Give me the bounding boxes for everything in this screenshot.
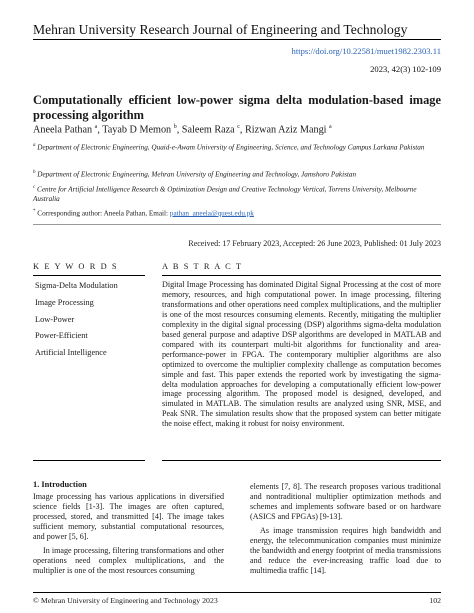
journal-title: Mehran University Research Journal of Engineering and Technology bbox=[33, 22, 408, 37]
affiliation-text: Department of Electronic Engineering, Mehran University of Engineering and Technology, Jamshoro Pakistan bbox=[37, 170, 357, 179]
keywords-heading: K E Y W O R D S bbox=[33, 262, 119, 271]
affiliation-mark: b bbox=[33, 170, 36, 175]
corresponding-mark: * bbox=[33, 209, 36, 214]
meta-divider bbox=[33, 224, 441, 225]
body-left-column bbox=[33, 492, 224, 580]
keyword-item: Power-Efficient bbox=[35, 331, 88, 341]
author-list bbox=[33, 124, 332, 135]
body-right-column bbox=[250, 482, 441, 580]
volume-info: 2023, 42(3) 102-109 bbox=[370, 64, 441, 74]
affiliation-mark: c bbox=[33, 185, 36, 190]
abstract-text: Digital Image Processing has dominated Digital Signal Processing at the cost of more memory, resources, and high computational power. In image processing, filtering transformations and other operations need complex multiplications, and the multiplier is one of the most resources consuming elements. Recently, mitigating the multiplier complexity in the digital signal processing (DSP) algorithms sigma-delta modulation based general purpose and adaptive DSP algorithms are developed in MATLAB and compared with its counterpart multi-bit algorithms for functionality and area-performance-power in FPGA. The contemporary multiplier algorithms are also optimized to overcome the multiplier complexity challenge as computation becomes simple and fast. This paper extends the reported work by investigating the sigma-delta modulation approaches for developing a computationally efficient low-power image processing algorithm. The proposed model is designed, developed, and simulated in MATLAB. The simulation results are analyzed using SNR, MSE, and Peak SNR. The simulation results show that the proposed system can better mitigate the noise effect, making it robust for noisy environment. bbox=[162, 280, 441, 429]
footer-rule bbox=[33, 592, 441, 593]
corresponding-label: Corresponding author: Aneela Pathan, Email: bbox=[37, 209, 169, 218]
author-name: Aneela Pathan bbox=[33, 124, 93, 136]
abstract-rule bbox=[162, 275, 441, 276]
affiliation-b bbox=[33, 168, 441, 180]
abstract-heading: A B S T R A C T bbox=[162, 262, 243, 271]
keyword-item: Sigma-Delta Modulation bbox=[35, 281, 118, 290]
author-affiliation-mark: a bbox=[329, 124, 332, 130]
affiliation-mark: a bbox=[33, 143, 36, 148]
abstract-bottom-rule bbox=[162, 460, 441, 461]
keyword-item: Image Processing bbox=[35, 297, 94, 307]
affiliation-text: Centre for Artificial Intelligence Research & Optimization Design and Creative Technology Vertical, Torrens University, Melbourne Australia bbox=[33, 185, 417, 203]
author-name: Tayab D Memon bbox=[102, 124, 172, 136]
keyword-item: Artificial Intelligence bbox=[35, 348, 107, 358]
body-paragraph: In image processing, filtering transformations and other operations need complex multiplications, and the multiplier is one of the most resources consuming bbox=[33, 546, 224, 575]
keywords-rule bbox=[33, 275, 145, 276]
author-affiliation-mark: a bbox=[94, 124, 98, 130]
page-number: 102 bbox=[429, 596, 441, 605]
author-name: Saleem Raza bbox=[181, 124, 235, 136]
publication-dates: Received: 17 February 2023, Accepted: 26 June 2023, Published: 01 July 2023 bbox=[188, 239, 441, 248]
paper-title: Computationally efficient low-power sigma delta modulation-based image processing algorithm bbox=[33, 93, 441, 122]
author-separator: , bbox=[176, 124, 182, 136]
header-rule bbox=[33, 39, 441, 40]
author-separator: , bbox=[97, 124, 103, 136]
keywords-list bbox=[35, 281, 118, 365]
keyword-item: Low-Power bbox=[35, 314, 75, 324]
affiliation-text: Department of Electronic Engineering, Quaid-e-Awam University of Engineering, Science, and Technology Campus Larkana Pakistan bbox=[37, 143, 425, 152]
section-heading: 1. Introduction bbox=[33, 480, 87, 489]
footer-copyright: © Mehran University of Engineering and Technology 2023 bbox=[33, 596, 218, 605]
author-affiliation-mark: c bbox=[237, 124, 240, 130]
doi-link[interactable]: https://doi.org/10.22581/muet1982.2303.11 bbox=[291, 46, 441, 56]
affiliation-c bbox=[33, 183, 441, 205]
affiliation-a bbox=[33, 141, 441, 153]
keywords-bottom-rule bbox=[33, 460, 145, 461]
corresponding-author bbox=[33, 209, 254, 217]
author-separator: , bbox=[239, 124, 246, 136]
body-paragraph: As image transmission requires high bandwidth and energy, the telecommunication companies must minimize the bandwidth and energy footprint of media transmissions and reduce the ever-increasing traffic load due to multimedia traffic [14]. bbox=[250, 526, 441, 575]
author-affiliation-mark: b bbox=[173, 124, 177, 130]
body-paragraph: Image processing has various applications in diversified science fields [1-3]. The images are often captured, processed, stored, and transmitted [4]. The image takes sufficient memory, substantial computational resources, and power [5, 6]. bbox=[33, 492, 224, 541]
email-link[interactable]: pathan_aneela@quest.edu.pk bbox=[169, 209, 254, 218]
author-name: Rizwan Aziz Mangi bbox=[245, 124, 327, 136]
body-paragraph: elements [7, 8]. The research proposes various traditional and nontraditional multiplier optimization methods and schemes and implements software based or on hardware (ASICS and FPGAs) [9-13]. bbox=[250, 482, 441, 521]
